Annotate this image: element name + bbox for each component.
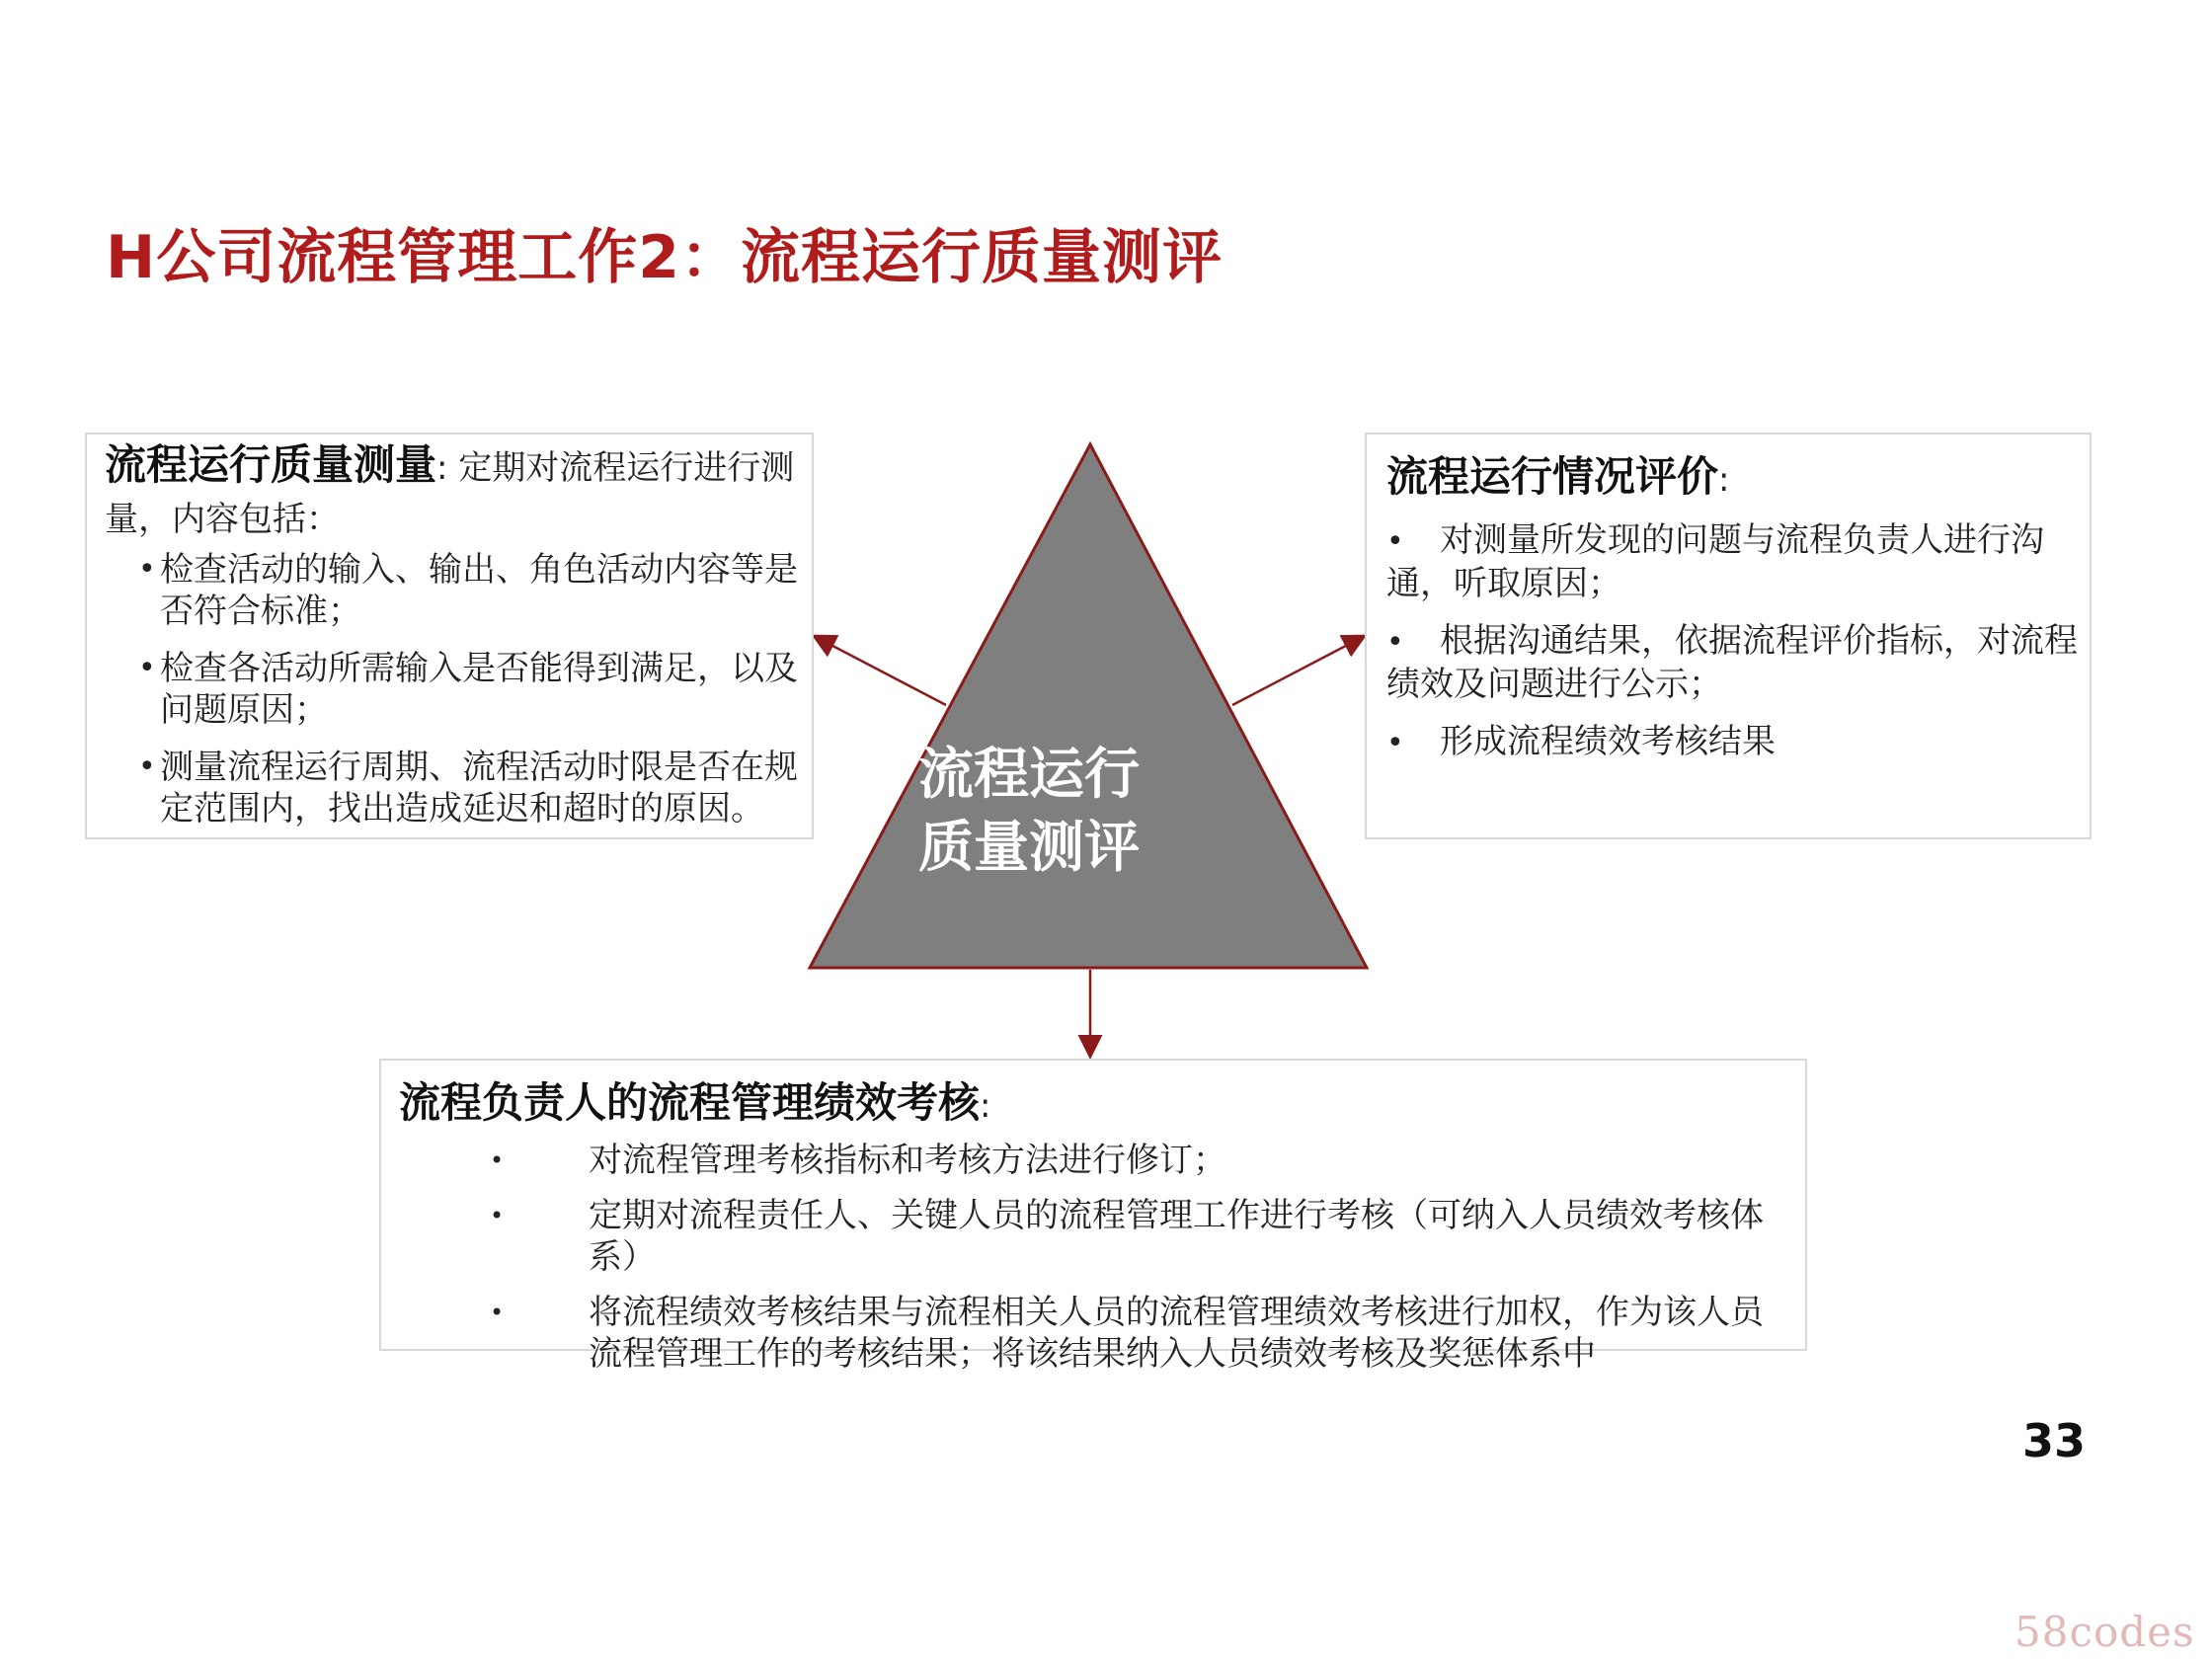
evaluation-colon: : <box>1718 460 1730 500</box>
evaluation-list <box>1386 519 2078 780</box>
list-item-text: 对测量所发现的问题与流程负责人进行沟通，听取原因； <box>1386 520 2044 603</box>
list-item: • 测量流程运行周期、流程活动时限是否在规定范围内，找出造成延迟和超时的原因。 <box>138 747 810 830</box>
list-item-text: 形成流程绩效考核结果 <box>1440 722 1776 761</box>
list-item <box>1386 519 2078 604</box>
evaluation-heading-row <box>1386 444 1729 504</box>
list-item: • 检查活动的输入、输出、角色活动内容等是否符合标准； <box>138 549 810 632</box>
assessment-colon: : <box>980 1086 991 1126</box>
measurement-list <box>138 549 810 845</box>
center-label <box>918 739 1215 885</box>
center-label-line1: 流程运行 <box>918 743 1140 807</box>
bullet-icon: • <box>1386 726 1404 760</box>
center-label-line2: 质量测评 <box>918 816 1140 880</box>
bullet-icon: • <box>1386 625 1404 660</box>
measurement-intro <box>105 442 796 548</box>
measurement-heading: 流程运行质量测量 <box>105 440 437 489</box>
list-item: • 定期对流程责任人、关键人员的流程管理工作进行考核（可纳入人员绩效考核体系） <box>490 1195 1774 1278</box>
watermark: 58codes <box>2014 1608 2195 1656</box>
evaluation-box <box>1365 433 2092 839</box>
arrow-to-evaluation <box>1232 637 1363 705</box>
list-item <box>1386 620 2078 705</box>
arrow-to-measurement <box>816 637 946 705</box>
measurement-box <box>85 433 814 839</box>
center-triangle <box>810 444 1367 968</box>
list-item: • 检查各活动所需输入是否能得到满足，以及问题原因； <box>138 648 810 731</box>
list-item: • 将流程绩效考核结果与流程相关人员的流程管理绩效考核进行加权，作为该人员流程管理工作的考核结果；将该结果纳入人员绩效考核及奖惩体系中 <box>490 1292 1774 1375</box>
bullet-icon: • <box>1386 524 1404 559</box>
measurement-intro-text: : 定期对流程运行进行测量，内容包括： <box>105 448 795 539</box>
assessment-list <box>490 1140 1774 1388</box>
list-item: • 对流程管理考核指标和考核方法进行修订； <box>490 1140 1774 1181</box>
list-item-text: 根据沟通结果，依据流程评价指标，对流程绩效及问题进行公示； <box>1386 621 2078 704</box>
assessment-heading: 流程负责人的流程管理绩效考核 <box>399 1078 981 1127</box>
evaluation-heading: 流程运行情况评价 <box>1386 452 1719 501</box>
list-item <box>1386 721 2078 764</box>
page-number: 33 <box>2022 1414 2087 1467</box>
assessment-box <box>379 1059 1807 1374</box>
page-title: H公司流程管理工作2：流程运行质量测评 <box>106 223 1223 292</box>
assessment-heading-row <box>399 1070 990 1130</box>
